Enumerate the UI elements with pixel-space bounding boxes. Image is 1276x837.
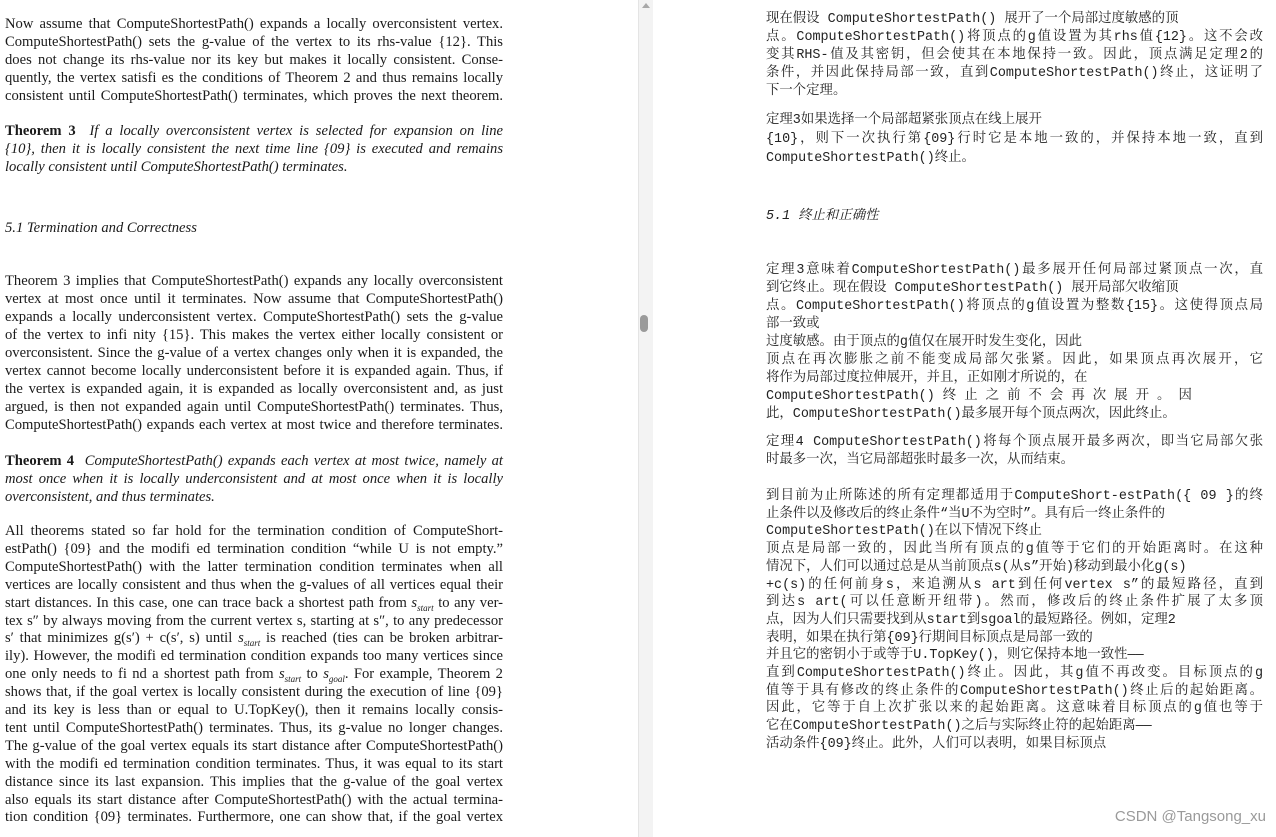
theorem-line [5,488,503,506]
paragraph-line: tion condition {09} terminates. Furthermore, one can show that, if the goal vertex [5,809,503,826]
theorem-label: Theorem 3 [5,123,76,139]
paragraph-line: 定理3如果选择一个局部超紧张顶点在线上展开 [766,113,1042,128]
theorem-line [5,140,503,158]
paragraph-line: 定理4 ComputeShortestPath()将每个顶点展开最多两次，即当它局部欠张 [766,435,1263,450]
paragraph-line: 现在假设 ComputeShortestPath() 展开了一个局部过度敏感的顶 [766,12,1179,27]
theorem-text: most once when it is locally underconsistent and at most once when it is locally [5,471,503,487]
translated-chinese-page [653,0,1276,837]
paragraph-line: 变其RHS-值及其密钥，但会使其在本地保持一致。因此，顶点满足定理2的 [766,48,1263,63]
paragraph-line: 定理3意味着ComputeShortestPath()最多展开任何局部过紧顶点一次，直 [766,263,1263,278]
paragraph-line: 此，ComputeShortestPath()最多展开每个顶点两次，因此终止。 [766,407,1176,422]
watermark: CSDN @Tangsong_xu [1114,808,1266,825]
theorem-text: If a locally overconsistent vertex is selected for expansion on line [89,123,504,139]
section-heading: 5.1 终止和正确性 [766,209,879,224]
paragraph-line: 表明，如果在执行第{09}行期间目标顶点是局部一致的 [766,630,1093,646]
paragraph-line: quently, the vertex satisfi es the conditions of Theorem 2 and thus remains locally [5,70,503,86]
theorem-line [5,470,503,488]
paragraph-line: ComputeShortestPath()在以下情况下终止 [766,524,1042,540]
paragraph-line: expands a locally underconsistent vertex. ComputeShortestPath() sets the g-value [5,309,503,325]
paragraph-line: 下一个定理。 [766,84,847,99]
paragraph-line: distance since its last expansion. This implies that the g-value of the goal vertex [5,773,503,790]
theorem-text: overconsistent, and thus terminates. [5,489,215,505]
paragraph-line: estPath() {09} and the modifi ed termination condition “while U is not empty.” [5,540,503,557]
paragraph-line: 将作为局部过度拉伸展开，并且，正如刚才所说的，在 [766,371,1088,386]
theorem-text: {10}, then it is locally consistent the next time line {09} is executed and remains [5,141,503,157]
paragraph-line: 顶点在再次膨胀之前不能变成局部欠张紧。因此，如果顶点再次展开，它 [766,353,1263,368]
theorem-line [5,158,503,176]
paragraph-line: and its key is less than or equal to U.TopKey(), then it remains locally consis- [5,702,503,718]
paragraph-line: 活动条件{09}终止。此外，人们可以表明，如果目标顶点 [766,736,1107,752]
paragraph-line: 部一致或 [766,317,820,332]
paragraph-line: 条件，并因此保持局部一致，直到ComputeShortestPath()终止，这证明了 [766,66,1263,81]
paragraph-line: 时最多一次，当它局部超张时最多一次，从而结束。 [766,453,1074,468]
paragraph-line: 到达s art(可以任意断开纽带)。然而，修改后的终止条件扩展了太多顶 [766,595,1263,611]
paragraph-line: ComputeShortestPath() with the latter termination condition terminates when all [5,558,503,575]
paragraph-line: All theorems stated so far hold for the termination condition of ComputeShort- [5,523,503,539]
paragraph-line: ily). However, the modifi ed termination condition expands too many vertices since [5,648,503,665]
theorem-line [5,452,503,470]
paragraph-line: 点，因为人们只需要找到从start到sgoal的最短路径。例如，定理2 [766,612,1176,628]
paragraph-line: 点。ComputeShortestPath()将顶点的g值设置为其rhs值{12}。这不会改 [766,30,1263,45]
paragraph-line: overconsistent. Since the g-value of a vertex changes only when it is expanded, the [5,345,503,361]
scroll-up-arrow-icon[interactable] [642,3,650,8]
scrollbar-thumb[interactable] [640,315,648,332]
paragraph-line: 直到ComputeShortestPath()终止。因此，其g值不再改变。目标顶点的g [766,666,1263,681]
vertical-scrollbar[interactable] [638,0,654,837]
theorem-text: ComputeShortestPath() expands each vertex at most twice, namely at [84,453,503,469]
paragraph-line: 情况下，人们可以通过总是从当前顶点s(从s”开始)移动到最小化g(s) [766,559,1187,575]
paragraph-line: vertex cannot become locally underconsistent before it is expanded again. Thus, if [5,363,503,379]
paragraph-line: the vertex is expanded again, it is expanded as locally overconsistent and, as just [5,381,503,397]
paragraph-line: 值等于具有修改的终止条件的ComputeShortestPath()终止后的起始距离。 [766,683,1263,699]
paragraph-line: +c(s)的任何前身s，来追溯从s art到任何vertex s”的最短路径，直到 [766,577,1263,593]
section-heading: 5.1 Termination and Correctness [5,220,197,236]
theorem-text: locally consistent until ComputeShortestPath() terminates. [5,159,348,175]
paragraph-line: ComputeShortestPath() sets the g-value of the vertex to its rhs-value {12}. This [5,34,503,50]
paragraph-line: Theorem 3 implies that ComputeShortestPath() expands any locally overconsistent [5,273,503,289]
paragraph-line: 顶点是局部一致的，因此当所有顶点的g值等于它们的开始距离时。在这种 [766,542,1263,558]
paragraph-line: Now assume that ComputeShortestPath() expands a locally overconsistent vertex. [5,16,503,32]
paragraph-line: one only needs to fi nd a shortest path from $s_{start}$ to $s_{goal}$. For example, Theorem 2 [5,666,503,685]
paragraph-line: 止条件以及修改后的终止条件“当U不为空时”。具有后一终止条件的 [766,506,1166,522]
paragraph-line: 过度敏感。由于顶点的g值仅在展开时发生变化，因此 [766,335,1083,350]
paragraph-line: of the vertex to infi nity {15}. This makes the vertex either locally consistent or [5,327,503,343]
paragraph-line: 它在ComputeShortestPath()之后与实际终止符的起始距离—— [766,719,1152,735]
paragraph-line: argued, is then not expanded again until ComputeShortestPath() terminates. Thus, [5,399,503,415]
paragraph-line: with the modifi ed termination condition terminates. Thus, it was equal to its start [5,755,503,772]
paragraph-line: shows that, if the goal vertex is locally consistent during the execution of line {09} [5,684,503,701]
paragraph-line: start distances. In this case, one can trace back a shortest path from $s_{start}$ to any ver- [5,594,503,613]
paragraph-line: {10}，则下一次执行第{09}行时它是本地一致的，并保持本地一致，直到 [766,132,1263,147]
paragraph-line: vertex at most once until it terminates. Now assume that ComputeShortestPath() [5,291,503,307]
paragraph-line: ComputeShortestPath()终止。 [766,151,975,166]
theorem-line [5,122,503,140]
paragraph-line: 到它终止。现在假设 ComputeShortestPath() 展开局部欠收缩顶 [766,281,1179,296]
paragraph-line: also equals its start distance after ComputeShortestPath() with the actual termina- [5,791,503,808]
paragraph-line: 到目前为止所陈述的所有定理都适用于ComputeShort-estPath({ 09 }的终 [766,489,1263,504]
paragraph-line: consistent until ComputeShortestPath() terminates, which proves the next theorem. [5,88,503,104]
paragraph-line: does not change its rhs-value nor its key but makes it locally consistent. Conse- [5,52,503,68]
paragraph-line: ComputeShortestPath() expands each vertex at most twice and therefore terminates. [5,417,503,433]
paragraph-line: 点。ComputeShortestPath()将顶点的g值设置为整数{15}。这使得顶点局 [766,299,1263,314]
paragraph-line: tent until ComputeShortestPath() terminates. Thus, its g-value no longer changes. [5,719,503,736]
theorem-label: Theorem 4 [5,453,75,469]
paragraph-line: vertices are locally consistent and thus when the g-values of all vertices equal their [5,576,503,593]
paragraph-line: 因此，它等于自上次扩张以来的起始距离。这意味着目标顶点的g值也等于 [766,701,1263,717]
paragraph-line: s′ that minimizes g(s′) + c(s′, s) until $s_{start}$ is reached (ties can be broken arbitrar- [5,630,503,649]
paragraph-line: The g-value of the goal vertex equals its start distance after ComputeShortestPath() [5,737,503,754]
paragraph-line: 并且它的密钥小于或等于U.TopKey()，则它保持本地一致性—— [766,648,1144,664]
paragraph-line: tex s″ by always moving from the current vertex s, starting at s″, to any predecessor [5,612,503,629]
paragraph-line: ComputeShortestPath() 终 止 之 前 不 会 再 次 展 开 。 因 [766,389,1192,404]
